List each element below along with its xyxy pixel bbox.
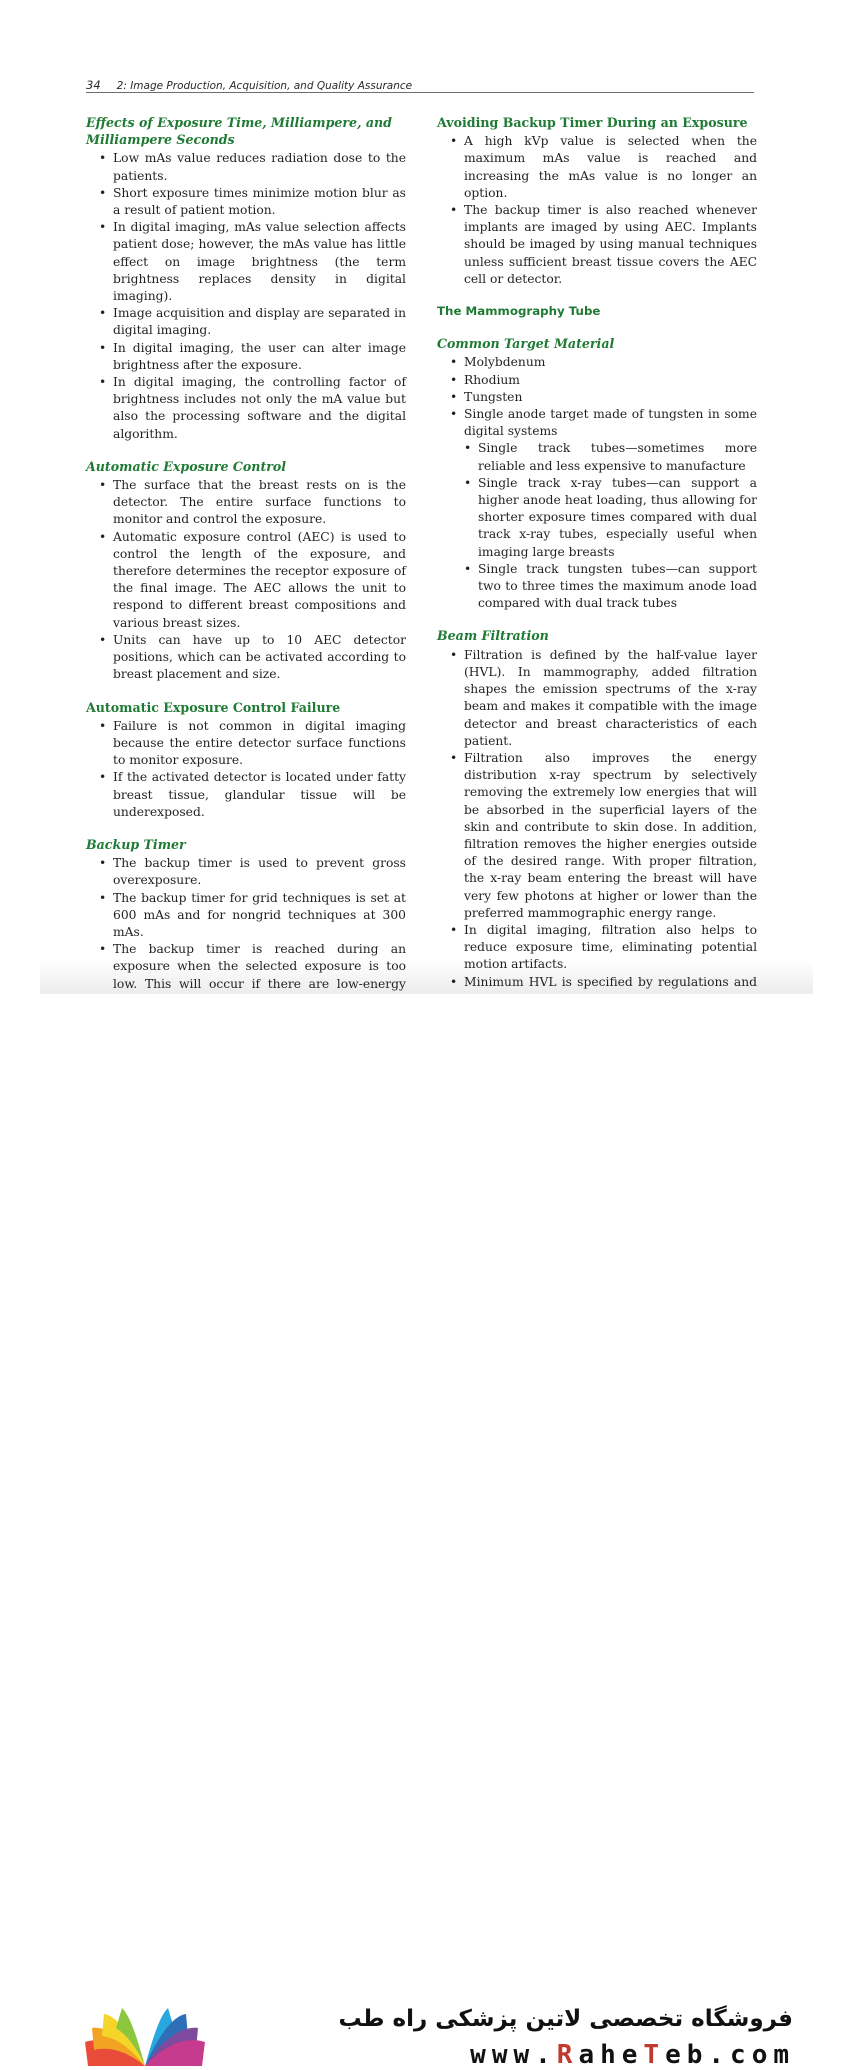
list-item: • In digital imaging, mAs value selection affects patient dose; however, the mAs value has little effect on image brightness (the term brightness replaces density in digital imaging).	[113, 219, 406, 305]
sub-bullet-list-tungsten	[464, 440, 757, 612]
bullet-list-beam-filtration	[437, 647, 757, 1008]
bullet-list-target-material	[437, 354, 757, 612]
list-item: • Image acquisition and display are separated in digital imaging.	[113, 305, 406, 339]
bullet-list-aec-failure	[86, 718, 406, 821]
list-item	[464, 406, 757, 612]
running-header	[86, 78, 754, 93]
list-item: • Automatic exposure control (AEC) is used to control the length of the exposure, and therefore determines the receptor exposure of the final image. The AEC allows the unit to respond to different breast compositions and various breast sizes.	[113, 529, 406, 632]
list-item: • In digital imaging, the controlling factor of brightness includes not only the mA value but also the processing software and the digital algorithm.	[113, 374, 406, 443]
banner-persian-text: فروشگاه تخصصی لاتین پزشکی راه طب	[338, 2006, 793, 2032]
list-item: • Low mAs value reduces radiation dose to the patients.	[113, 150, 406, 184]
page-number: 34	[86, 78, 101, 92]
watermark-banner	[0, 994, 853, 2070]
section-heading-beam-filtration: Beam Filtration	[437, 628, 549, 644]
bullet-list-aec	[86, 477, 406, 683]
list-item: • Units can have up to 10 AEC detector positions, which can be activated according to breast placement and size.	[113, 632, 406, 684]
list-item: • Failure is not common in digital imaging because the entire detector surface functions to monitor exposure.	[113, 718, 406, 770]
right-column	[437, 114, 757, 1023]
section-heading-avoiding-backup-timer: Avoiding Backup Timer During an Exposure	[437, 115, 748, 130]
url-t: T	[643, 2040, 666, 2070]
url-suffix: eb.com	[665, 2040, 795, 2070]
section-heading-backup-timer: Backup Timer	[86, 836, 186, 852]
sub-list-item: • Single track tungsten tubes—can support two to three times the maximum anode load compared with dual track tubes	[478, 561, 757, 613]
list-item: • Molybdenum	[464, 354, 757, 371]
left-column	[86, 114, 406, 1042]
list-item: • Rhodium	[464, 372, 757, 389]
list-item: • A high kVp value is selected when the maximum mAs value is reached and increasing the mAs value is no longer an option.	[464, 133, 757, 202]
list-item: • Short exposure times minimize motion blur as a result of patient motion.	[113, 185, 406, 219]
list-item: • The backup timer is also reached whenever implants are imaged by using AEC. Implants should be imaged by using manual techniques unless sufficient breast tissue covers the AEC cell or detector.	[464, 202, 757, 288]
section-heading-aec: Automatic Exposure Control	[86, 458, 287, 474]
banner-url[interactable]	[470, 2040, 795, 2070]
url-prefix: www.	[470, 2040, 557, 2070]
section-heading-target-material: Common Target Material	[437, 336, 615, 352]
open-book-rainbow-logo-icon	[80, 2006, 210, 2070]
list-item: • The backup timer is used to prevent gross overexposure.	[113, 855, 406, 889]
list-item: • The backup timer is reached during an exposure when the selected exposure is too low. This will occur if there are low-energy	[113, 941, 406, 1027]
list-item: • In digital imaging, the user can alter image brightness after the exposure.	[113, 340, 406, 374]
list-item: • Tungsten	[464, 389, 757, 406]
sub-list-item: • Single track tubes—sometimes more reliable and less expensive to manufacture	[478, 440, 757, 474]
list-item: • In digital imaging, filtration also helps to reduce exposure time, eliminating potential motion artifacts.	[464, 922, 757, 974]
bullet-list-avoiding-backup-timer	[437, 133, 757, 288]
bullet-list-exposure-time	[86, 150, 406, 442]
list-item: • The backup timer for grid techniques is set at 600 mAs and for nongrid techniques at 300 mAs.	[113, 890, 406, 942]
list-item: • Minimum HVL is specified by regulations and	[464, 974, 757, 1008]
chapter-title: 2: Image Production, Acquisition, and Quality Assurance	[116, 80, 413, 92]
list-item: • Filtration also improves the energy distribution x-ray spectrum by selectively removing the extremely low energies that will be absorbed in the superficial layers of the skin and contribute to skin dose. In addition, filtration removes the higher energies outside of the desired range. With proper filtration, the x-ray beam entering the breast will have very few photons at higher or lower than the preferred mammographic energy range.	[464, 750, 757, 922]
list-item: • The surface that the breast rests on is the detector. The entire surface functions to monitor and control the exposure.	[113, 477, 406, 529]
list-item: • If the activated detector is located under fatty breast tissue, glandular tissue will be underexposed.	[113, 769, 406, 821]
sub-list-item: • Single track x-ray tubes—can support a higher anode heat loading, thus allowing for shorter exposure times compared with dual track x-ray tubes, especially useful when imaging large breasts	[478, 475, 757, 561]
section-heading-mammography-tube: The Mammography Tube	[437, 304, 601, 319]
list-item: • Filtration is defined by the half-value layer (HVL). In mammography, added filtration shapes the emission spectrums of the x-ray beam and makes it compatible with the image detector and breast characteristics of each patient.	[464, 647, 757, 750]
section-heading-exposure-time: Effects of Exposure Time, Milliampere, and Milliampere Seconds	[86, 115, 392, 148]
list-item-text: Single anode target made of tungsten in some digital systems	[464, 407, 757, 439]
section-heading-aec-failure: Automatic Exposure Control Failure	[86, 699, 341, 715]
url-r: R	[556, 2040, 579, 2070]
url-mid: ahe	[578, 2040, 644, 2070]
